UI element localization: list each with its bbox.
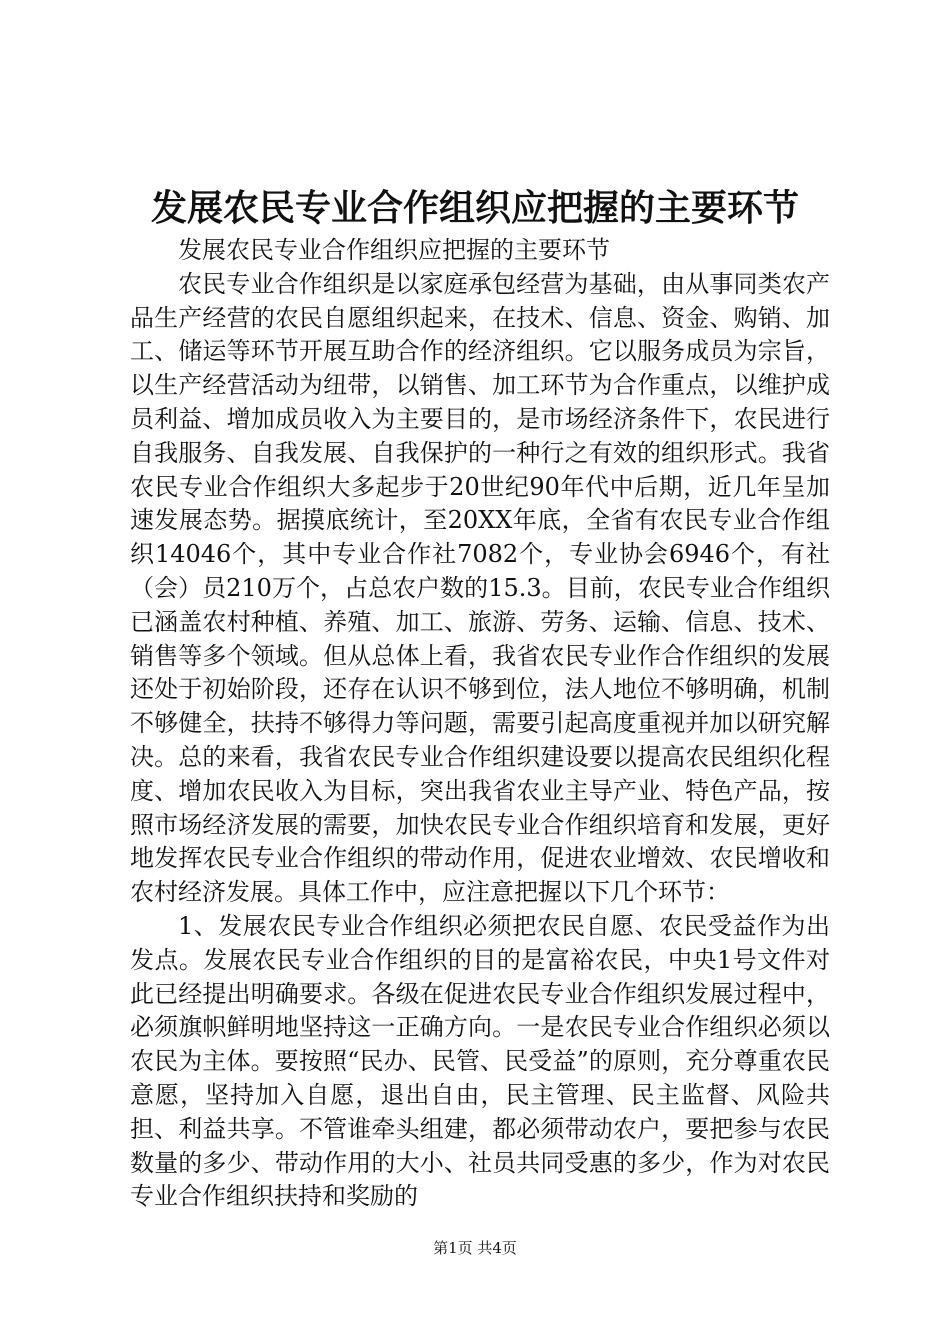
page-number-footer: 第1页 共4页	[433, 1239, 517, 1257]
document-body	[130, 234, 830, 1214]
document-title: 发展农民专业合作组织应把握的主要环节	[150, 187, 799, 229]
paragraph-subtitle: 发展农民专业合作组织应把握的主要环节	[178, 236, 610, 264]
paragraph-point-1: 1、发展农民专业合作组织必须把农民自愿、农民受益作为出发点。发展农民专业合作组织的目的是富裕农民，中央1号文件对此已经提出明确要求。各级在促进农民专业合作组织发展过程中，必须旗帜鲜明地坚持这一正确方向。一是农民专业合作组织必须以农民为主体。要按照“民办、民管、民受益”的原则，充分尊重农民意愿，坚持加入自愿，退出自由，民主管理、民主监督、风险共担、利益共享。不管谁牵头组建，都必须带动农户，要把参与农民数量的多少、带动作用的大小、社员共同受惠的多少，作为对农民专业合作组织扶持和奖励的	[130, 911, 830, 1211]
paragraph-intro: 农民专业合作组织是以家庭承包经营为基础，由从事同类农产品生产经营的农民自愿组织起来，在技术、信息、资金、购销、加工、储运等环节开展互助合作的经济组织。它以服务成员为宗旨，以生产经营活动为纽带，以销售、加工环节为合作重点，以维护成员利益、增加成员收入为主要目的，是市场经济条件下，农民进行自我服务、自我发展、自我保护的一种行之有效的组织形式。我省农民专业合作组织大多起步于20世纪90年代中后期，近几年呈加速发展态势。据摸底统计，至20XX年底，全省有农民专业合作组织14046个，其中专业合作社7082个，专业协会6946个，有社（会）员210万个，占总农户数的15.3。目前，农民专业合作组织已涵盖农村种植、养殖、加工、旅游、劳务、运输、信息、技术、销售等多个领域。但从总体上看，我省农民专业作合作组织的发展还处于初始阶段，还存在认识不够到位，法人地位不够明确，机制不够健全，扶持不够得力等问题，需要引起高度重视并加以研究解决。总的来看，我省农民专业合作组织建设要以提高农民组织化程度、增加农民收入为目标，突出我省农业主导产业、特色产品，按照市场经济发展的需要，加快农民专业合作组织培育和发展，更好地发挥农民专业合作组织的带动作用，促进农业增效、农民增收和农村经济发展。具体工作中，应注意把握以下几个环节：	[130, 269, 830, 907]
